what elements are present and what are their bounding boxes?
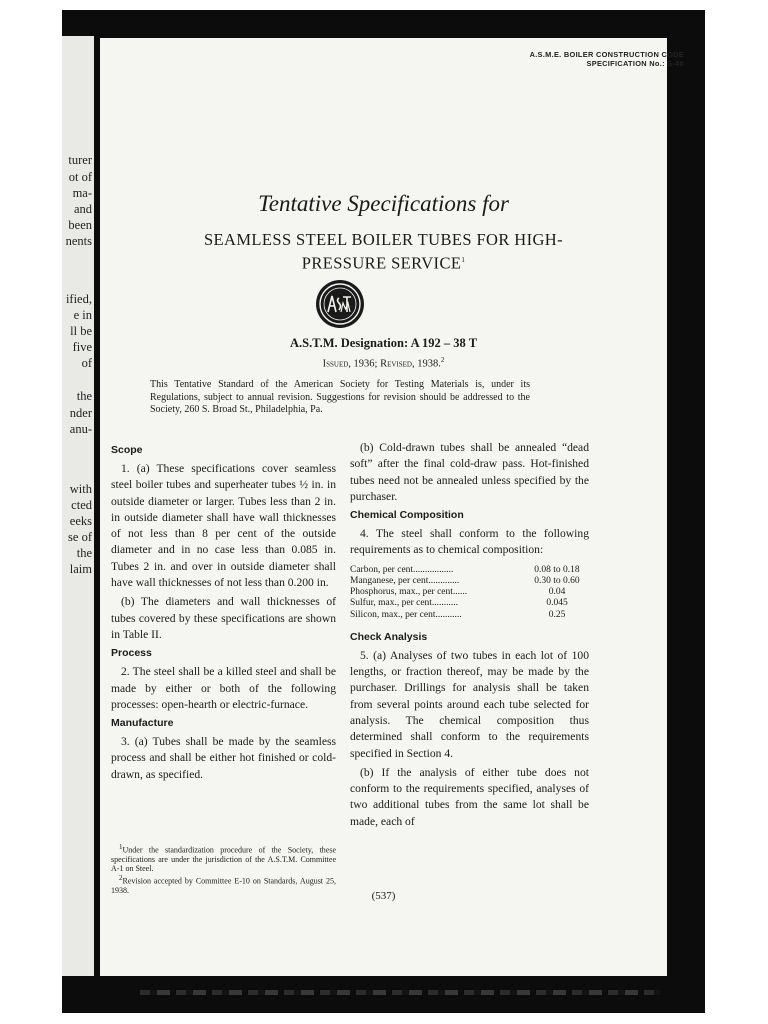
previous-page-strip xyxy=(62,36,94,976)
tentative-note: This Tentative Standard of the American Society for Testing Materials is, under its Regulations, subject to annual revision. Suggestions for revision should be addressed to the Society, 260 S. Broad St., Philadelphia, Pa. xyxy=(150,379,530,416)
left-column xyxy=(111,440,336,786)
scan-artifact xyxy=(140,990,660,995)
prev-page-fragment: five xyxy=(72,340,92,354)
paragraph: 1. (a) These specifications cover seamless steel boiler tubes and superheater tubes ½ in. in outside diameter or larger. Tubes less than 2 in. in outside diameter shall have wall thicknesses of not less than 8 per cent of the outside diameter and in no case less than 0.085 in. Tubes 2 in. and over in outside diameter shall have wall thicknesses of not less than 0.200 in. xyxy=(111,462,336,590)
prev-page-fragment: turer xyxy=(68,153,92,167)
check-analysis-heading: Check Analysis xyxy=(350,630,428,643)
paragraph: (b) The diameters and wall thicknesses of tubes covered by these specifications are shown in Table II. xyxy=(111,595,336,641)
prev-page-fragment: the xyxy=(76,389,92,403)
prev-page-fragment: e in xyxy=(73,308,92,322)
process-heading: Process xyxy=(111,647,152,660)
prev-page-fragment: nents xyxy=(65,234,92,248)
prev-page-fragment: eeks xyxy=(69,514,92,528)
table-row: Silicon, max., per cent........... 0.25 xyxy=(350,609,566,620)
prev-page-fragment: nder xyxy=(69,406,92,420)
table-row: Sulfur, max., per cent........... 0.045 xyxy=(350,598,568,609)
scope-heading: Scope xyxy=(111,444,143,456)
prev-page-fragment: ot of xyxy=(68,170,92,184)
table-row: Carbon, per cent................. 0.08 to 0.18 xyxy=(350,564,580,575)
prev-page-fragment: se of xyxy=(68,530,92,544)
paragraph: 5. (a) Analyses of two tubes in each lot of 100 lengths, or fraction thereof, may be made by the purchaser. Drillings for analysis shall be taken from several points around each tube selected for analysis. The chemical composition thus determined shall conform to the requirements specified in Section 4. xyxy=(350,648,589,760)
main-title-line2: PRESSURE SERVICE$^1$ xyxy=(301,253,466,273)
paragraph: (b) If the analysis of either tube does not conform to the requirements specified, analyses of two additional tubes from the same lot shall be made, each of xyxy=(350,765,589,828)
table-row: Manganese, per cent............. 0.30 to 0.60 xyxy=(350,575,580,586)
paragraph: 4. The steel shall conform to the following requirements as to chemical composition: xyxy=(350,527,589,557)
spec-header-line2: SPECIFICATION No.: S-40 xyxy=(586,58,684,68)
footnote: $^2$Revision accepted by Committee E-10 on Standards, August 25, 1938. xyxy=(111,873,336,895)
spec-header-line1: A.S.M.E. BOILER CONSTRUCTION CODE xyxy=(529,50,684,59)
paragraph: (b) Cold-drawn tubes shall be annealed “dead soft” after the final cold-draw pass. Hot-finished tubes need not be annealed unless specified by the purchaser. xyxy=(350,441,589,503)
footnote: $^1$Under the standardization procedure of the Society, these specifications are under the jurisdiction of the A.S.T.M. Committee A-1 on Steel. xyxy=(111,843,336,874)
prev-page-fragment: ma- xyxy=(72,186,92,200)
prev-page-fragment: of xyxy=(81,356,92,370)
paragraph: 2. The steel shall be a killed steel and shall be made by either or both of the following processes: open-hearth or electric-furnace. xyxy=(111,665,336,711)
spec-header xyxy=(530,51,684,68)
right-column xyxy=(350,440,589,833)
composition-table xyxy=(350,565,589,621)
table-row: Phosphorus, max., per cent...... 0.04 xyxy=(350,587,566,598)
prev-page-fragment: the xyxy=(76,546,92,560)
prev-page-fragment: laim xyxy=(69,562,92,576)
footnotes xyxy=(111,843,336,895)
prev-page-fragment: ll be xyxy=(70,324,92,338)
prev-page-fragment: with xyxy=(69,482,92,496)
prev-page-fragment: cted xyxy=(71,498,92,512)
astm-seal-icon xyxy=(315,279,365,329)
main-title xyxy=(100,229,667,274)
issued-line: Issued, 1936; Revised, 1938.$^2$ xyxy=(322,356,445,370)
prev-page-fragment: and xyxy=(73,202,92,216)
main-title-line1: SEAMLESS STEEL BOILER TUBES FOR HIGH- xyxy=(203,230,564,249)
footnote-mark: 2 xyxy=(440,356,445,364)
designation: A.S.T.M. Designation: A 192 – 38 T xyxy=(289,336,478,350)
prev-page-fragment: anu- xyxy=(69,422,92,436)
paragraph: 3. (a) Tubes shall be made by the seamless process and shall be either hot finished or cold-drawn, as specified. xyxy=(111,735,336,781)
prev-page-fragment: ified, xyxy=(65,292,92,306)
prev-page-fragment: been xyxy=(68,218,92,232)
manufacture-heading: Manufacture xyxy=(111,717,174,730)
page-number: (537) xyxy=(371,890,396,902)
chemical-composition-heading: Chemical Composition xyxy=(350,509,464,522)
footnote-mark: 1 xyxy=(461,256,466,264)
italic-title: Tentative Specifications for xyxy=(258,191,509,216)
